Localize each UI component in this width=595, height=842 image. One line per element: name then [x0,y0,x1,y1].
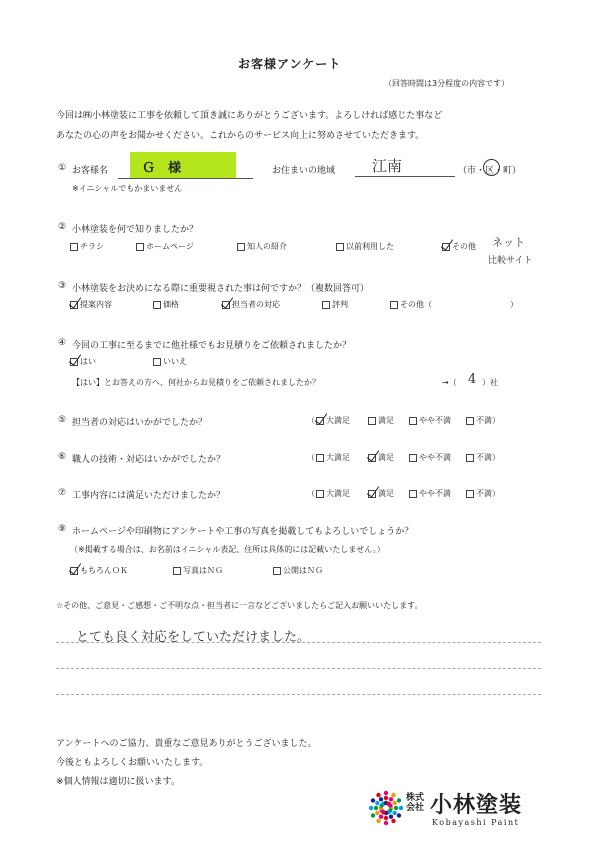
area-value[interactable]: 江南 [372,157,403,175]
logo-dot [379,814,383,818]
q1-number: ① [58,163,67,173]
checkbox-icon[interactable] [173,567,181,575]
checkbox-icon[interactable] [336,243,344,251]
q2-option-other[interactable]: その他 [442,241,476,252]
logo-dot [384,821,388,825]
checkbox-checked-icon[interactable] [368,490,376,498]
q4-followup: 【はい】とお答えの方へ、何社からお見積りをご依頼されましたか？ [72,378,320,387]
closing-line-1: アンケートへのご協力、貴重なご意見ありがとうございました。 [56,739,317,749]
checkbox-checked-icon[interactable] [368,454,376,462]
logo-kabushiki: 株式 会社 [406,793,425,813]
checkbox-icon[interactable] [153,358,161,366]
q4-arrow: →（ [442,378,457,387]
checkbox-icon[interactable] [368,417,376,425]
logo-dot [384,816,388,820]
logo-dot [397,798,401,802]
q5-option-very-satisfied[interactable]: 大満足 [316,415,350,426]
logo-dot [389,797,393,801]
checkbox-icon[interactable] [237,243,245,251]
q5-question: 担当者の対応はいかがでしたか？ [72,418,208,428]
q3-close-paren: ） [510,300,518,309]
q3-option-other[interactable]: その他（ [390,299,432,310]
checkbox-icon[interactable] [136,243,144,251]
logo-dot [376,819,380,823]
q2-option-previous[interactable]: 以前利用した [336,241,394,252]
ward-circle-mark [483,159,500,176]
name-underline [118,178,253,179]
q4-count[interactable]: 4 [468,372,477,387]
q7-open-paren: （ [307,489,315,498]
area-label: お住まいの地域 [272,166,336,176]
q2-option-referral[interactable]: 知人の紹介 [237,241,287,252]
checkbox-checked-icon[interactable] [70,567,78,575]
q3-option-price[interactable]: 価格 [153,299,179,310]
q7-option-very-satisfied[interactable]: 大満足 [316,488,350,499]
logo-dot [379,797,383,801]
q2-other-text-2[interactable]: 比較サイト [488,256,533,266]
q5-option-dissatisfied[interactable]: 不満） [466,415,500,426]
logo-dot [399,806,403,810]
q3-option-reputation[interactable]: 評判 [322,299,348,310]
q9-question: ホームページや印刷物にアンケートや工事の写真を掲載してもよろしいでしょうか？ [72,527,414,537]
q9-option-photo-ng[interactable]: 写真はＮＧ [173,565,223,576]
checkbox-checked-icon[interactable] [316,417,324,425]
logo-dot [375,801,379,805]
logo-dot [388,803,392,807]
q7-question: 工事内容には満足いただけましたか？ [72,491,226,501]
q6-open-paren: （ [307,453,315,462]
q2-other-text[interactable]: ネット [492,236,525,249]
checkbox-checked-icon[interactable] [442,243,450,251]
q5-number: ⑤ [58,415,67,425]
checkbox-icon[interactable] [316,490,324,498]
logo-dot [391,819,395,823]
checkbox-checked-icon[interactable] [70,358,78,366]
closing-line-3: ※個人情報は適切に扱います。 [56,777,180,787]
logo-dot [397,813,401,817]
q4-option-no[interactable]: いいえ [153,356,187,367]
checkbox-icon[interactable] [316,454,324,462]
comment-text[interactable]: とても良く対応をしていただけました。 [76,630,311,645]
q3-number: ③ [58,281,67,291]
page-title: お客様アンケート [238,57,342,71]
q9-option-ok[interactable]: もちろんＯＫ [70,565,128,576]
checkbox-icon[interactable] [409,490,417,498]
logo-company-name: 小林塗装 [430,793,523,818]
q6-option-very-satisfied[interactable]: 大満足 [316,452,350,463]
checkbox-icon[interactable] [70,243,78,251]
logo-dot [384,791,388,795]
q3-question: 小林塗装をお決めになる際に重要視された事は何ですか？（複数回答可） [72,284,370,294]
company-logo-icon [368,790,404,826]
q7-option-satisfied[interactable]: 満足 [368,488,394,499]
area-suffix: （市・区・町） [458,166,522,176]
comment-line-3 [56,694,541,695]
q6-number: ⑥ [58,452,67,462]
q4-count-suffix: ）社 [482,378,498,387]
checkbox-icon[interactable] [409,417,417,425]
q5-option-somewhat-dissatisfied[interactable]: やや不満 [409,415,451,426]
logo-dot [371,798,375,802]
checkbox-icon[interactable] [390,301,398,309]
logo-dot [371,813,375,817]
q1-name-label: お客様名 [72,166,109,176]
intro-line-1: 今回は㈱小林塗装に工事を依頼して頂き誠にありがとうございます。よろしければ感じた事など [56,111,443,121]
logo-dot [374,806,378,810]
logo-dot [392,801,396,805]
checkbox-icon[interactable] [409,454,417,462]
q1-note: ※イニシャルでもかまいません [72,184,183,193]
q9-number: ⑨ [58,524,67,534]
q2-option-homepage[interactable]: ホームページ [136,241,194,252]
logo-dot [384,796,388,800]
q2-number: ② [58,222,67,232]
q9-note: （※掲載する場合は、お名前はイニシャル表記、住所は具体的には記載いたしません。） [70,545,385,554]
checkbox-icon[interactable] [273,567,281,575]
comment-line-1 [56,642,541,643]
checkbox-checked-icon[interactable] [222,301,230,309]
q7-option-somewhat-dissatisfied[interactable]: やや不満 [409,488,451,499]
q4-number: ④ [58,338,67,348]
logo-dot [391,793,395,797]
q2-question: 小林塗装を何で知りましたか？ [72,225,199,235]
q6-option-dissatisfied[interactable]: 不満） [466,452,500,463]
logo-dot [376,793,380,797]
checkbox-icon[interactable] [322,301,330,309]
intro-line-2: あなたの心の声をお聞かせください。これからのサービス向上に努めさせていただきます。 [56,131,425,141]
area-underline [355,176,455,177]
logo-dot [392,811,396,815]
logo-dot [394,806,398,810]
checkbox-icon[interactable] [153,301,161,309]
logo-dot [375,811,379,815]
customer-name[interactable]: Ｇ 様 [142,161,182,176]
q6-option-satisfied[interactable]: 満足 [368,452,394,463]
checkbox-icon[interactable] [466,490,474,498]
q7-number: ⑦ [58,488,67,498]
q6-option-somewhat-dissatisfied[interactable]: やや不満 [409,452,451,463]
checkbox-icon[interactable] [466,454,474,462]
q2-option-flyer[interactable]: チラシ [70,241,104,252]
logo-roman-name: Kobayashi Paint [432,818,520,827]
checkbox-icon[interactable] [466,417,474,425]
q4-option-yes[interactable]: はい [70,356,96,367]
q7-option-dissatisfied[interactable]: 不満） [466,488,500,499]
q3-option-staff[interactable]: 担当者の対応 [222,299,280,310]
logo-dot [389,814,393,818]
q4-question: 今回の工事に至るまでに他社様でもお見積りをご依頼されましたか？ [72,341,352,351]
comment-prompt: ☆その他、ご意見・ご感想・ご不明な点・担当者に一言などございましたらご記入お願いいたします。 [56,601,423,610]
q9-option-public-ng[interactable]: 公開はＮＧ [273,565,323,576]
closing-line-2: 今後ともよろしくお願いいたします。 [56,758,209,768]
q5-option-satisfied[interactable]: 満足 [368,415,394,426]
checkbox-checked-icon[interactable] [70,301,78,309]
q5-open-paren: （ [307,416,315,425]
comment-line-2 [56,668,541,669]
q6-question: 職人の技術・対応はいかがでしたか？ [72,455,226,465]
answer-time-note: （回答時間は3分程度の内容です） [384,79,510,88]
logo-dot [369,806,373,810]
q3-option-proposal[interactable]: 提案内容 [70,299,112,310]
